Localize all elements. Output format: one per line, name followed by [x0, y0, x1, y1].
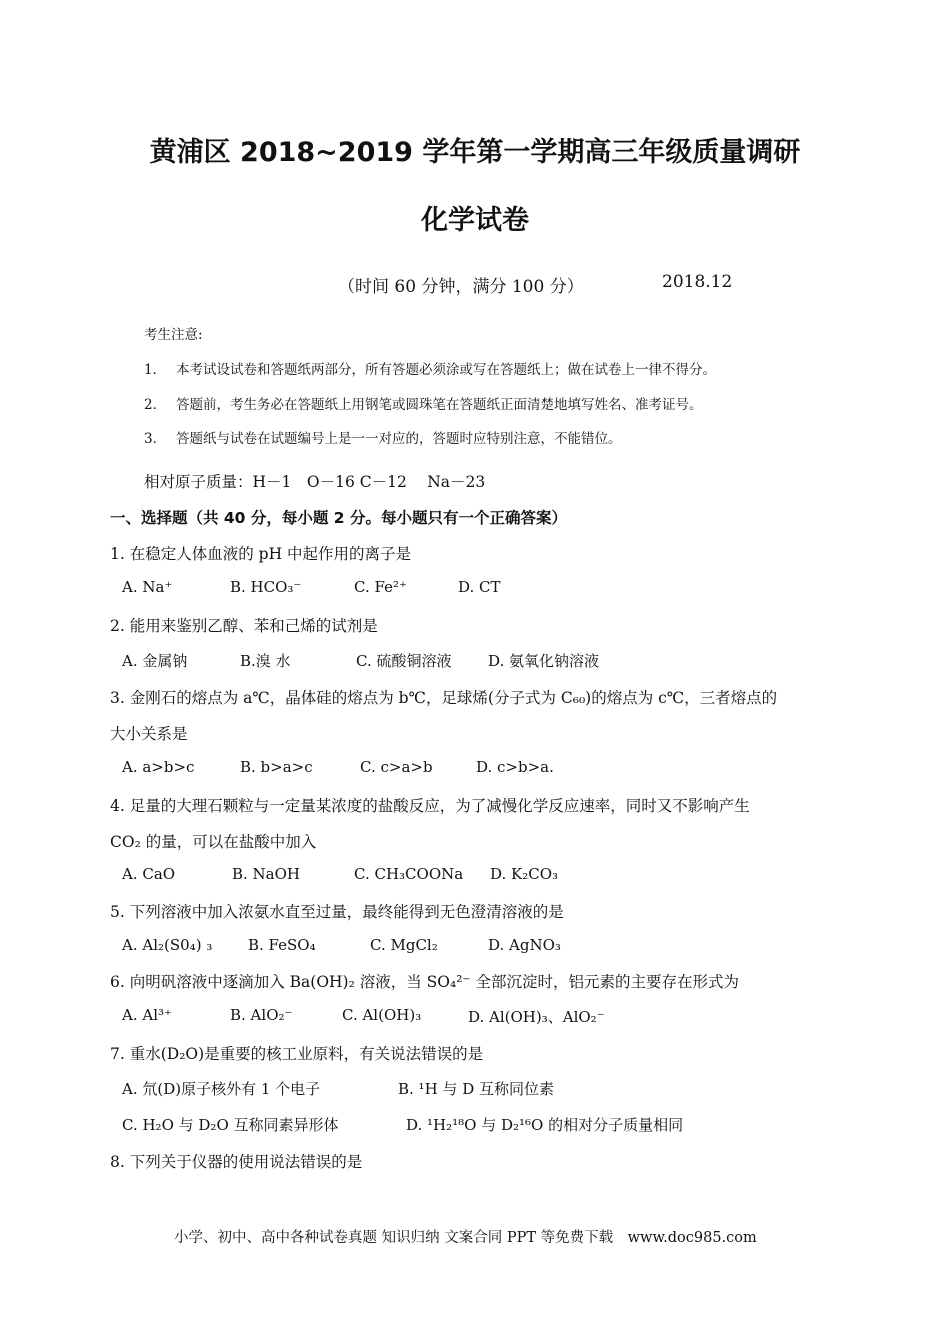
question-4-option-c: C. CH₃COONa — [354, 865, 464, 883]
question-5-stem: 5. 下列溶液中加入浓氨水直至过量，最终能得到无色澄清溶液的是 — [110, 903, 564, 921]
question-2-option-a: A. 金属钠 — [122, 652, 188, 670]
question-8-stem: 8. 下列关于仪器的使用说法错误的是 — [110, 1153, 363, 1171]
notice-item-1-num: 1． — [144, 362, 167, 378]
question-3-stem-line1: 3. 金刚石的熔点为 a℃，晶体硅的熔点为 b℃，足球烯(分子式为 C₆₀)的熔点为 c℃，三者熔点的 — [110, 689, 778, 707]
question-7-option-c: C. H₂O 与 D₂O 互称同素异形体 — [122, 1116, 339, 1134]
question-7-option-d: D. ¹H₂¹⁸O 与 D₂¹⁶O 的相对分子质量相同 — [406, 1116, 684, 1134]
question-6-option-a: A. Al³⁺ — [122, 1006, 172, 1024]
question-1-stem: 1. 在稳定人体血液的 pH 中起作用的离子是 — [110, 545, 412, 563]
notice-item-2-num: 2． — [144, 397, 167, 413]
question-6-option-c: C. Al(OH)₃ — [342, 1006, 422, 1024]
question-5-option-b: B. FeSO₄ — [248, 936, 316, 954]
notice-item-1: 本考试设试卷和答题纸两部分，所有答题必须涂或写在答题纸上；做在试卷上一律不得分。 — [176, 362, 716, 378]
notice-item-3: 答题纸与试卷在试题编号上是一一对应的，答题时应特别注意，不能错位。 — [176, 431, 622, 447]
question-6-stem: 6. 向明矾溶液中逐滴加入 Ba(OH)₂ 溶液，当 SO₄²⁻ 全部沉淀时，铝元素的主要存在形式为 — [110, 973, 740, 991]
question-7-stem: 7. 重水(D₂O)是重要的核工业原料，有关说法错误的是 — [110, 1045, 484, 1063]
question-4-stem-line2: CO₂ 的量，可以在盐酸中加入 — [110, 833, 317, 851]
question-5-option-c: C. MgCl₂ — [370, 936, 438, 954]
question-5-option-a: A. Al₂(S0₄) ₃ — [122, 936, 213, 954]
question-4-option-a: A. CaO — [122, 865, 176, 883]
question-1-option-d: D. CT — [458, 578, 501, 596]
question-2-option-b: B.溴 水 — [240, 652, 291, 670]
question-3-option-c: C. c>a>b — [360, 758, 433, 776]
question-3-option-b: B. b>a>c — [240, 758, 313, 776]
exam-info: （时间 60 分钟，满分 100 分） — [338, 277, 584, 297]
exam-date: 2018.12 — [662, 272, 733, 292]
question-1-option-b: B. HCO₃⁻ — [230, 578, 302, 596]
question-2-option-d: D. 氨氧化钠溶液 — [488, 652, 600, 670]
question-4-option-d: D. K₂CO₃ — [490, 865, 559, 883]
atomic-mass: 相对原子质量：H－1 O－16 C－12 Na－23 — [144, 473, 486, 491]
question-3-stem-line2: 大小关系是 — [110, 725, 188, 743]
question-4-option-b: B. NaOH — [232, 865, 301, 883]
question-5-option-d: D. AgNO₃ — [488, 936, 561, 954]
question-3-option-d: D. c>b>a. — [476, 758, 554, 776]
question-4-stem-line1: 4. 足量的大理石颗粒与一定量某浓度的盐酸反应，为了减慢化学反应速率，同时又不影响产生 — [110, 797, 750, 815]
question-2-stem: 2. 能用来鉴别乙醇、苯和己烯的试剂是 — [110, 617, 378, 635]
exam-title: 黄浦区 2018~2019 学年第一学期高三年级质量调研 — [149, 137, 801, 168]
notice-item-3-num: 3． — [144, 431, 167, 447]
question-2-option-c: C. 硫酸铜溶液 — [356, 652, 452, 670]
question-7-option-b: B. ¹H 与 D 互称同位素 — [398, 1080, 554, 1098]
question-1-option-a: A. Na⁺ — [122, 578, 173, 596]
question-7-option-a: A. 氘(D)原子核外有 1 个电子 — [122, 1080, 321, 1098]
notice-heading: 考生注意: — [144, 327, 203, 343]
question-6-option-d: D. Al(OH)₃、AlO₂⁻ — [468, 1008, 605, 1026]
question-1-option-c: C. Fe²⁺ — [354, 578, 407, 596]
page-footer: 小学、初中、高中各种试卷真题 知识归纳 文案合同 PPT 等免费下载 www.doc985.com — [174, 1230, 757, 1246]
exam-subtitle: 化学试卷 — [421, 205, 529, 236]
section-title: 一、选择题（共 40 分，每小题 2 分。每小题只有一个正确答案） — [110, 509, 567, 527]
question-3-option-a: A. a>b>c — [122, 758, 195, 776]
notice-item-2: 答题前，考生务必在答题纸上用钢笔或圆珠笔在答题纸正面清楚地填写姓名、准考证号。 — [176, 397, 703, 413]
question-6-option-b: B. AlO₂⁻ — [230, 1006, 293, 1024]
